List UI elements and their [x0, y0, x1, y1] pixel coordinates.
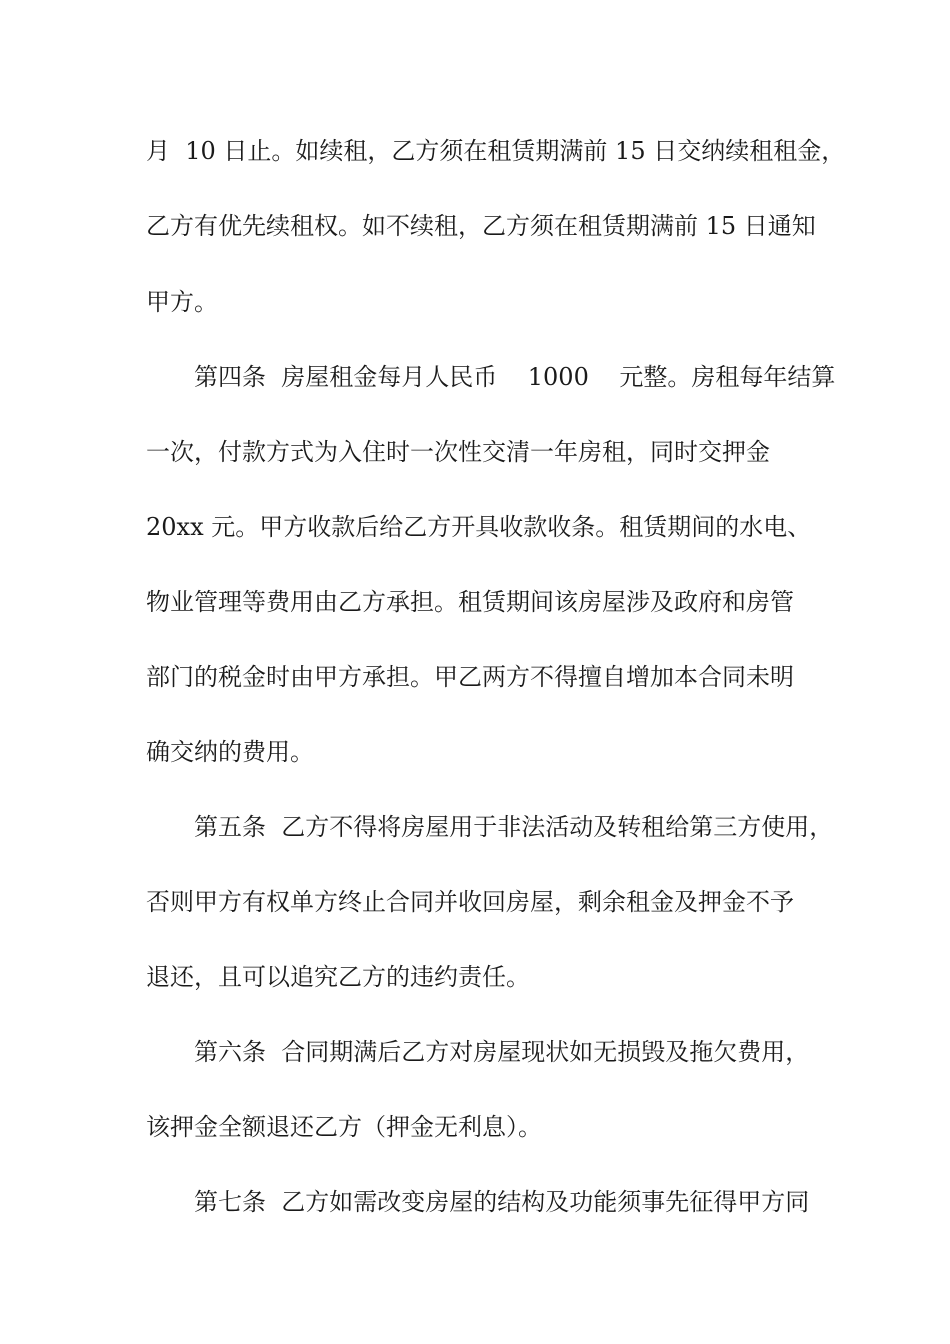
- article-6-heading-line: 第六条 合同期满后乙方对房屋现状如无损毁及拖欠费用，: [194, 1038, 810, 1066]
- text-line: 20xx 元。甲方收款后给乙方开具收款收条。租赁期间的水电、: [146, 513, 812, 541]
- text-line: 甲方。: [146, 288, 218, 316]
- article-7-heading-line: 第七条 乙方如需改变房屋的结构及功能须事先征得甲方同: [194, 1188, 810, 1216]
- text-line: 该押金全额退还乙方（押金无利息）。: [146, 1113, 542, 1141]
- article-5-heading-line: 第五条 乙方不得将房屋用于非法活动及转租给第三方使用，: [194, 813, 834, 841]
- text-line: 退还，且可以追究乙方的违约责任。: [146, 963, 530, 991]
- text-line: 月 10 日止。如续租，乙方须在租赁期满前 15 日交纳续租租金，: [146, 137, 846, 165]
- text-line: 乙方有优先续租权。如不续租，乙方须在租赁期满前 15 日通知: [146, 212, 816, 240]
- article-4-heading-line: 第四条 房屋租金每月人民币 1000 元整。房租每年结算: [194, 363, 836, 391]
- text-line: 确交纳的费用。: [146, 738, 314, 766]
- text-line: 部门的税金时由甲方承担。甲乙两方不得擅自增加本合同未明: [146, 663, 794, 691]
- text-line: 物业管理等费用由乙方承担。租赁期间该房屋涉及政府和房管: [146, 588, 794, 616]
- text-line: 一次，付款方式为入住时一次性交清一年房租，同时交押金: [146, 438, 770, 466]
- text-line: 否则甲方有权单方终止合同并收回房屋，剩余租金及押金不予: [146, 888, 794, 916]
